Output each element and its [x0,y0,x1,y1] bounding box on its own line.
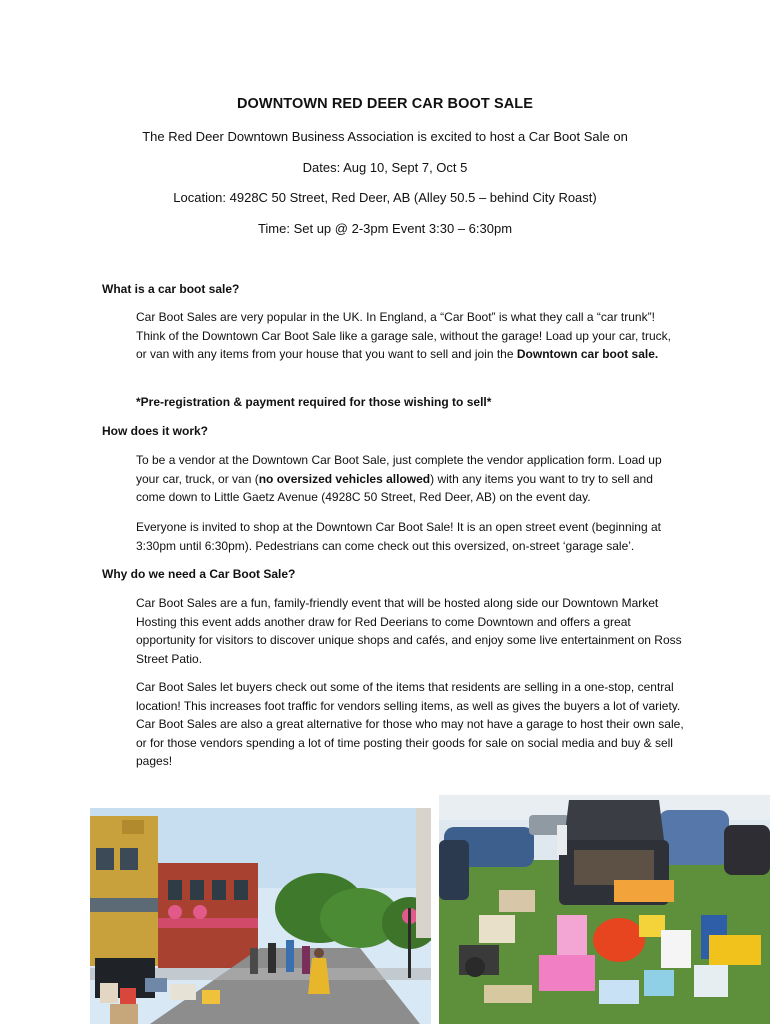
how-text-c: ) on the event day. [492,490,591,504]
how-text-a: To be a vendor at the Downtown Car Boot Sale, just complete the vendor application form. Load up your car, truck, or van ( [136,453,662,486]
section-what-text: Car Boot Sales are very popular in the UK. In England, a “Car Boot” is what they call a “car trunk”! Think of the Downtown Car Boot Sale like a garage sale, without the garage! Load up your car, truck, or van with any items from your house that you want to sell and join the [136,310,671,361]
field-car-boot-sale-photo [439,795,770,1024]
street-car-boot-sale-photo [90,808,431,1024]
section-heading-why: Why do we need a Car Boot Sale? [102,567,296,581]
location-line: Location: 4928C 50 Street, Red Deer, AB (Alley 50.5 – behind City Roast) [173,190,597,205]
page-title: DOWNTOWN RED DEER CAR BOOT SALE [236,96,534,112]
preregistration-note: *Pre-registration & payment required for those wishing to sell* [136,395,492,409]
section-what-bold: Downtown car boot sale. [516,347,659,361]
section-what-paragraph [136,308,684,364]
how-text-b: ) with any items you want to try to sell and come down to Little Gaetz Avenue ( [136,471,653,504]
section-why-paragraph-2: Car Boot Sales let buyers check out some of the items that residents are selling in a one-stop, central location! This increases foot traffic for vendors selling items, as well as gives the buyers a lot of variety. Car Boot Sales are also a great alternative for those who may not have a garage to host their own sale, or for those vendors spending a lot of time posting their goods for sale on social media and buy & sell pages! [136,680,684,768]
how-text-address: 4928C 50 Street, Red Deer, AB [325,490,493,504]
section-why-paragraph-1: Car Boot Sales are a fun, family-friendly event that will be hosted along side our Downtown Market Hosting this event adds another draw for Red Deerians to come Downtown and offers a great opportunity for visitors to discover unique shops and cafés, and enjoy some live entertainment on Ross Street Patio. [136,596,682,666]
section-heading-how: How does it work? [102,424,209,438]
intro-line: The Red Deer Downtown Business Association is excited to host a Car Boot Sale on [142,129,628,144]
section-how-paragraph-1 [136,451,684,507]
how-text-bold: no oversized vehicles allowed [258,471,431,486]
section-heading-what: What is a car boot sale? [102,282,240,296]
section-how-paragraph-2: Everyone is invited to shop at the Downtown Car Boot Sale! It is an open street event (beginning at 3:30pm until 6:30pm). Pedestrians can come check out this oversized, on-street ‘garage sale’. [136,520,661,553]
time-line: Time: Set up @ 2-3pm Event 3:30 – 6:30pm [257,221,513,236]
dates-line: Dates: Aug 10, Sept 7, Oct 5 [302,160,468,175]
